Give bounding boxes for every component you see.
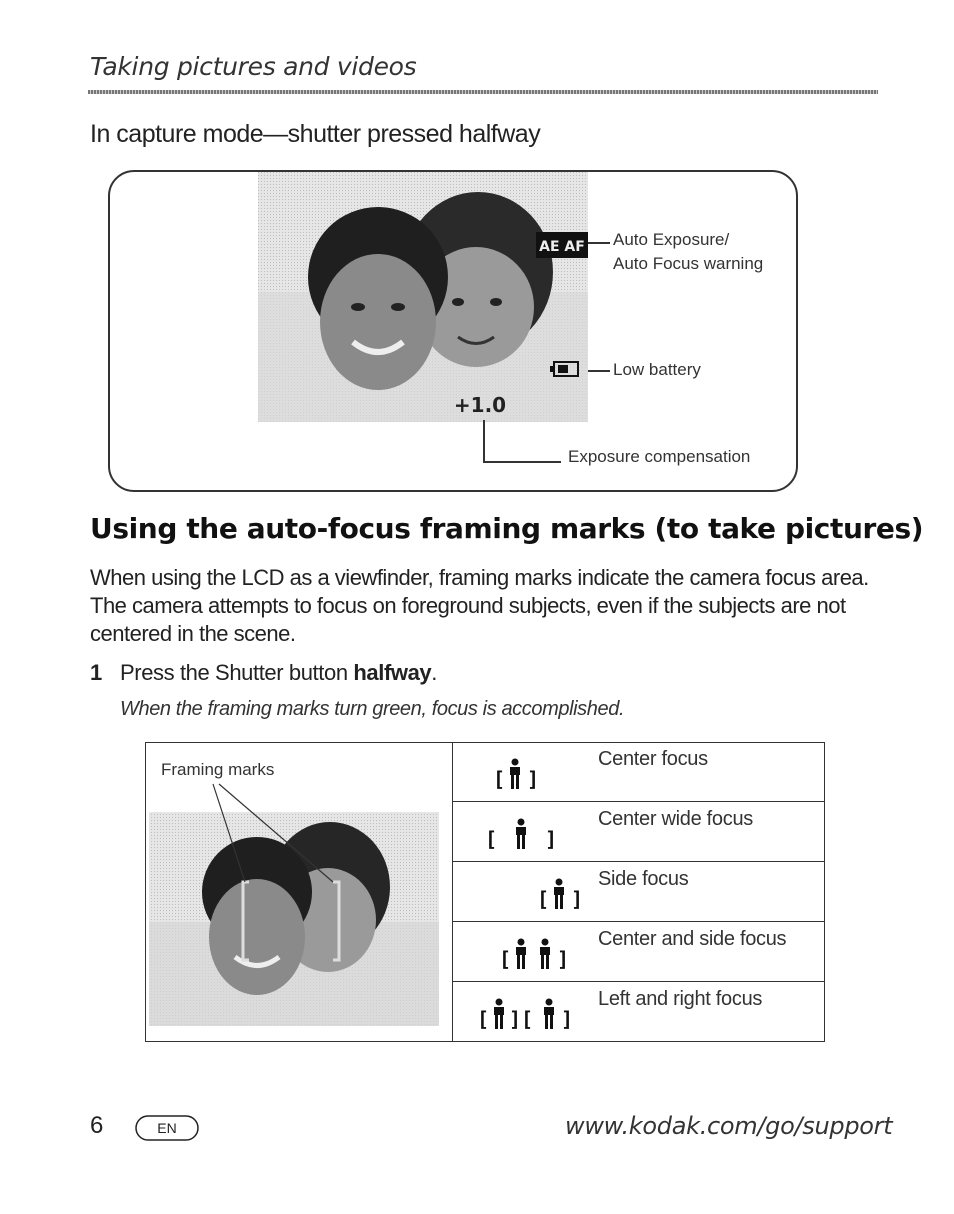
step-text-end: . [431, 660, 437, 685]
focus-row-center-wide [453, 802, 825, 862]
ae-af-indicator: AE AF [539, 239, 585, 255]
focus-row-center [453, 742, 825, 802]
lcd-screen-photo [258, 172, 588, 422]
step-text-bold: halfway [353, 660, 432, 685]
svg-text:[: [ [485, 827, 498, 851]
center-wide-focus-icon [483, 816, 563, 852]
center-focus-icon [491, 756, 541, 792]
ae-af-callout-label [613, 228, 763, 276]
focus-row-label: Center focus [598, 748, 708, 770]
step-number: 1 [90, 660, 102, 685]
svg-text:]: ] [545, 827, 558, 851]
section-body: When using the LCD as a viewfinder, framing marks indicate the camera focus area. The camera attempts to focus on foreground subjects, even if the subjects are not centered in the scene. [90, 565, 869, 646]
support-url[interactable]: www.kodak.com/go/support [565, 1112, 893, 1140]
exposure-value: +1.0 [453, 393, 507, 417]
svg-text:[: [ [499, 947, 512, 971]
ae-af-label-line1: Auto Exposure/ [613, 230, 730, 249]
section-heading: Using the auto-focus framing marks (to take pictures) [90, 512, 924, 545]
header-divider [88, 90, 878, 94]
low-battery-label: Low battery [613, 360, 701, 379]
language-badge-icon [135, 1115, 199, 1141]
framing-marks-label: Framing marks [161, 760, 275, 779]
svg-text:]: ] [561, 1007, 574, 1031]
center-side-focus-icon [497, 936, 573, 972]
focus-row-side [453, 862, 825, 922]
focus-row-label: Center wide focus [598, 808, 753, 830]
framing-marks-cell [145, 742, 453, 1042]
focus-row-label: Left and right focus [598, 988, 763, 1010]
focus-row-label: Side focus [598, 868, 689, 890]
svg-text:[: [ [537, 887, 550, 911]
left-right-focus-icon [475, 996, 579, 1032]
svg-text:[: [ [477, 1007, 490, 1031]
page-number: 6 [90, 1112, 104, 1139]
header-title: Taking pictures and videos [90, 52, 417, 81]
exposure-comp-label: Exposure compensation [568, 447, 751, 466]
step-text: Press the Shutter button [120, 660, 354, 685]
language-badge-text: EN [157, 1120, 177, 1136]
svg-text:[: [ [493, 767, 506, 791]
focus-row-center-side [453, 922, 825, 982]
svg-text:][: ][ [509, 1007, 534, 1031]
capture-subtitle: In capture mode—shutter pressed halfway [90, 120, 541, 148]
side-focus-icon [535, 876, 585, 912]
ae-af-callout-line [588, 242, 610, 244]
battery-callout-line [588, 370, 610, 372]
svg-text:]: ] [527, 767, 540, 791]
step-note: When the framing marks turn green, focus is accomplished. [120, 698, 625, 720]
exposure-callout-hline [483, 461, 561, 463]
focus-row-left-right [453, 982, 825, 1042]
svg-text:]: ] [557, 947, 570, 971]
framing-marks-photo [145, 742, 451, 1040]
exposure-callout-vline [483, 420, 485, 462]
focus-row-label: Center and side focus [598, 928, 787, 950]
ae-af-label-line2: Auto Focus warning [613, 254, 764, 273]
step-1 [90, 660, 437, 686]
svg-text:]: ] [571, 887, 584, 911]
